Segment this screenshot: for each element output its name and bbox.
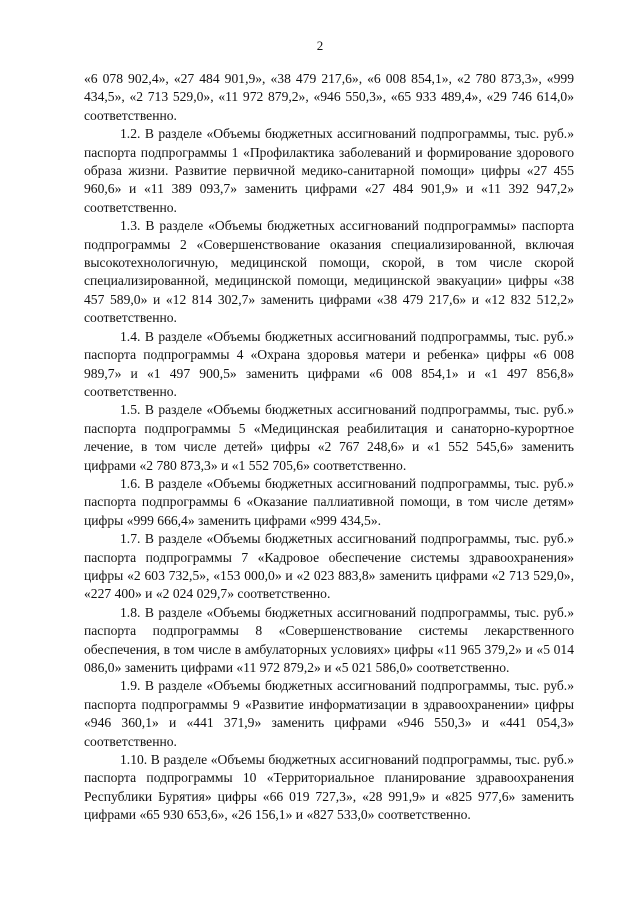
paragraph-1-9: 1.9. В разделе «Объемы бюджетных ассигнований подпрограммы, тыс. руб.» паспорта подпрограммы 9 «Развитие информатизации в здравоохранении» цифры «946 360,1» и «441 371,9» заменить цифрами «946 550,3» и «441 054,3» соответственно. <box>84 678 574 749</box>
paragraph-1-2: 1.2. В разделе «Объемы бюджетных ассигнований подпрограммы, тыс. руб.» паспорта подпрограммы 1 «Профилактика заболеваний и формирование здорового образа жизни. Развитие первичной медико-санитарной помощи» цифры «27 455 960,6» и «11 389 093,7» заменить цифрами «27 484 901,9» и «11 392 947,2» соответственно. <box>84 126 574 215</box>
paragraph-continuation: «6 078 902,4», «27 484 901,9», «38 479 217,6», «6 008 854,1», «2 780 873,3», «999 434,5», «2 713 529,0», «11 972 879,2», «946 550,3», «65 933 489,4», «29 746 614,0» соответственно. <box>84 71 574 123</box>
paragraph-1-6: 1.6. В разделе «Объемы бюджетных ассигнований подпрограммы, тыс. руб.» паспорта подпрограммы 6 «Оказание паллиативной помощи, в том числе детям» цифры «999 666,4» заменить цифрами «999 434,5». <box>84 475 574 528</box>
paragraph-1-8: 1.8. В разделе «Объемы бюджетных ассигнований подпрограммы, тыс. руб.» паспорта подпрограммы 8 «Совершенствование системы лекарственного обеспечения, в том числе в амбулаторных условиях» цифры «11 965 379,2» и «5 014 086,0» заменить цифрами «11 972 879,2» и «5 021 586,0» соответственно. <box>84 604 574 675</box>
paragraph-1-4: 1.4. В разделе «Объемы бюджетных ассигнований подпрограммы, тыс. руб.» паспорта подпрограммы 4 «Охрана здоровья матери и ребенка» цифры «6 008 989,7» и «1 497 900,5» заменить цифрами «6 008 854,1» и «1 497 856,8» соответственно. <box>84 328 574 399</box>
paragraph-1-7: 1.7. В разделе «Объемы бюджетных ассигнований подпрограммы, тыс. руб.» паспорта подпрограммы 7 «Кадровое обеспечение системы здравоохранения» цифры «2 603 732,5», «153 000,0» и «2 023 883,8» заменить цифрами «2 713 529,0», «227 400» и «2 024 029,7» соответственно. <box>84 531 574 602</box>
paragraph-1-5: 1.5. В разделе «Объемы бюджетных ассигнований подпрограммы, тыс. руб.» паспорта подпрограммы 5 «Медицинская реабилитация и санаторно-курортное лечение, в том числе детей» цифры «2 767 248,6» и «1 552 545,6» заменить цифрами «2 780 873,3» и «1 552 705,6» соответственно. <box>84 402 574 473</box>
document-body <box>84 70 574 825</box>
paragraph-1-10: 1.10. В разделе «Объемы бюджетных ассигнований подпрограммы, тыс. руб.» паспорта подпрограммы 10 «Территориальное планирование здравоохранения Республики Бурятия» цифры «66 019 727,3», «28 991,9» и «825 977,6» заменить цифрами «65 930 653,6», «26 156,1» и «827 533,0» соответственно. <box>84 752 574 823</box>
paragraph-1-3: 1.3. В разделе «Объемы бюджетных ассигнований подпрограммы» паспорта подпрограммы 2 «Совершенствование оказания специализированной, включая высокотехнологичную, медицинской помощи, скорой, в том числе скорой специализированной, медицинской помощи, медицинской эвакуации» цифры «38 457 589,0» и «12 814 302,7» заменить цифрами «38 479 217,6» и «12 832 512,2» соответственно. <box>84 218 574 326</box>
page-number: 2 <box>316 38 324 53</box>
